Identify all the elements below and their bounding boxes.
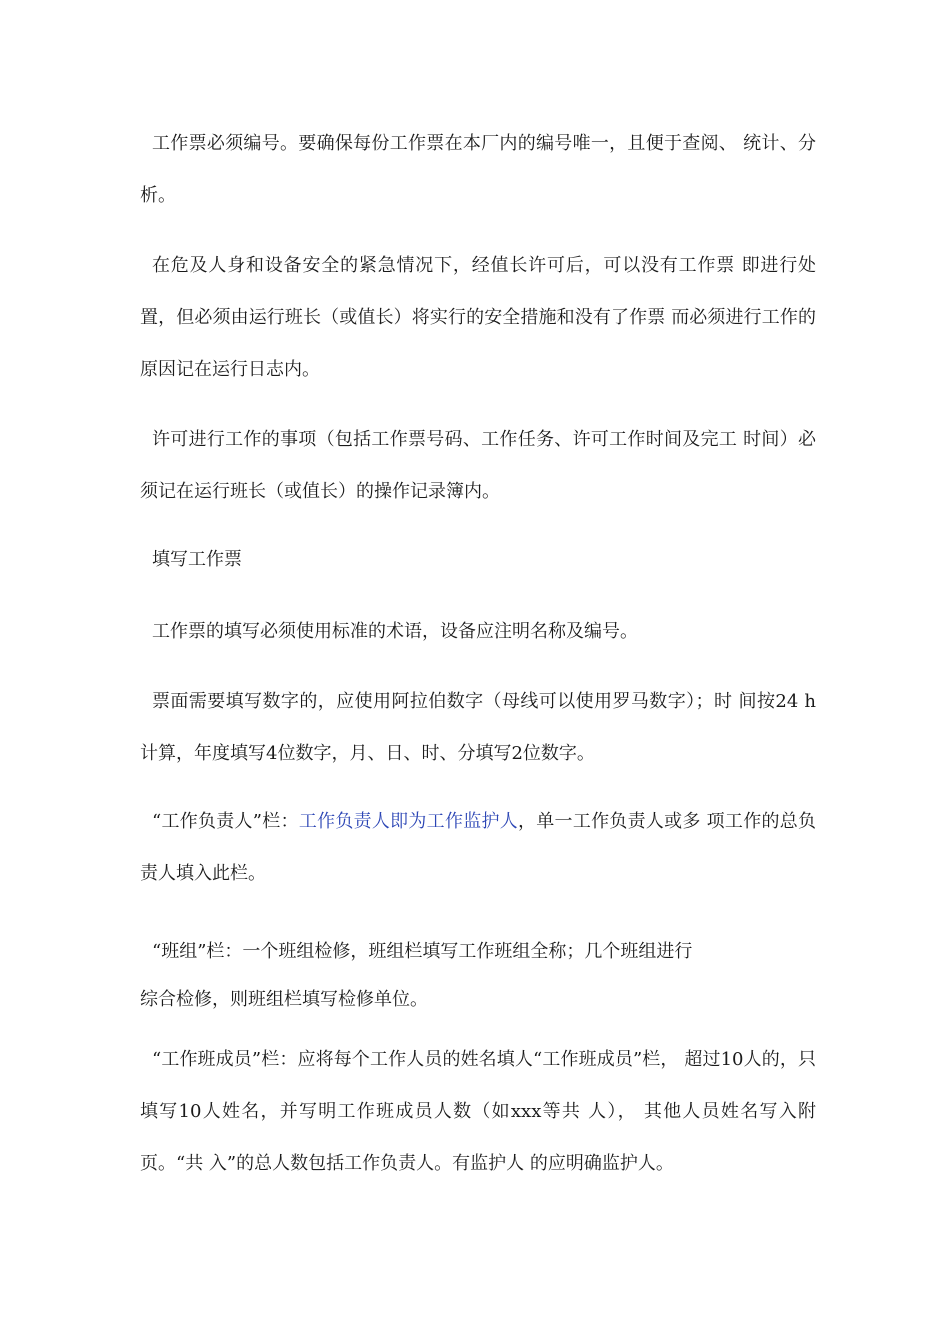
- paragraph-work-leader-field: [140, 796, 816, 900]
- field-label-work-leader: “工作负责人”栏：: [152, 811, 299, 832]
- team-field-line-1: “班组”栏：一个班组检修，班组栏填写工作班组全称；几个班组进行: [152, 941, 693, 962]
- paragraph-team-field: [140, 928, 816, 1024]
- paragraph-emergency-handling: 在危及人身和设备安全的紧急情况下，经值长许可后，可以没有工作票 即进行处置，但必须由运行班长（或值长）将实行的安全措施和没有了作票 而必须进行工作的原因记在运行日志内。: [140, 255, 816, 380]
- paragraph-standard-terms: 工作票的填写必须使用标准的术语，设备应注明名称及编号。: [152, 621, 638, 642]
- paragraph-team-members-field: “工作班成员”栏：应将每个工作人员的姓名填人“工作班成员”栏， 超过10人的，只填写10人姓名，并写明工作班成员人数（如xxx等共 人）， 其他人员姓名写入附页。“共 入”的总人数包括工作负责人。有监护人 的应明确监护人。: [140, 1049, 816, 1174]
- team-field-line-2: 综合检修，则班组栏填写检修单位。: [140, 989, 428, 1010]
- paragraph-ticket-numbering: 工作票必须编号。要确保每份工作票在本厂内的编号唯一，且便于查阅、 统计、分析。: [140, 133, 816, 206]
- work-leader-link[interactable]: 工作负责人即为工作监护人: [298, 811, 519, 832]
- work-leader-description: ，单一工作负责人或多 项工作的总负责人填入此栏。: [140, 811, 816, 884]
- paragraph-number-format: 票面需要填写数字的，应使用阿拉伯数字（母线可以使用罗马数字）；时 间按24 h计算，年度填写4位数字，月、日、时、分填写2位数字。: [140, 691, 816, 764]
- section-heading-fill-ticket: 填写工作票: [152, 549, 242, 570]
- paragraph-permit-records: 许可进行工作的事项（包括工作票号码、工作任务、许可工作时间及完工 时间）必须记在运行班长（或值长）的操作记录簿内。: [140, 429, 816, 502]
